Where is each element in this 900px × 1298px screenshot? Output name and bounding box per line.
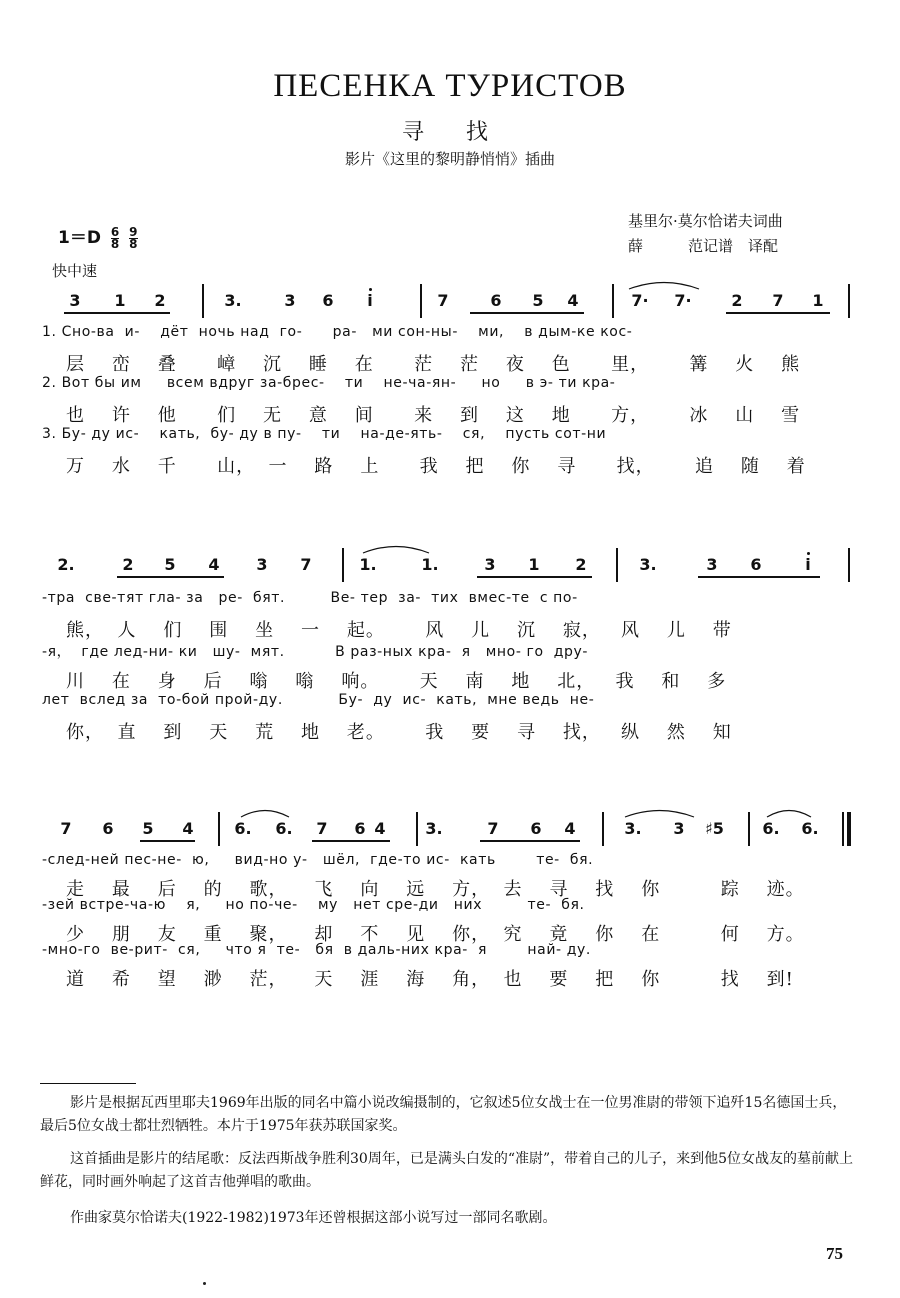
slur-arc xyxy=(766,806,812,818)
octave-dot xyxy=(369,288,372,291)
note: 3. xyxy=(639,555,657,574)
key-signature xyxy=(58,223,138,250)
note: 7· xyxy=(631,291,649,310)
bar-line xyxy=(342,548,344,582)
lyric-chinese: 熊， 人 们 围 坐 一 起。 风 儿 沉 寂， 风 儿 带 xyxy=(66,620,732,641)
credit-line-arranger: 薛 范记谱 译配 xyxy=(628,237,779,255)
slur-arc xyxy=(628,278,700,290)
bar-line xyxy=(612,284,614,318)
beam-underline xyxy=(64,312,170,314)
note: 6. xyxy=(234,819,252,838)
lyric-russian: лет вслед за то-бой прой-ду. Бу- ду ис- кать, мне ведь не- xyxy=(42,692,595,708)
lyric-chinese: 走 最 后 的 歌， 飞 向 远 方， 去 寻 找 你 踪 迹。 xyxy=(66,879,805,900)
bar-line xyxy=(420,284,422,318)
credit-line-composer: 基里尔·莫尔恰诺夫词曲 xyxy=(628,212,783,230)
note: 6. xyxy=(801,819,819,838)
lyric-russian: -я， где лед-ни- ки шу- мят. В раз-ных кра- я мно- го дру- xyxy=(42,644,589,660)
song-subtitle: 寻 找 xyxy=(401,120,498,145)
note: 1. xyxy=(421,555,439,574)
slur-arc xyxy=(240,806,290,818)
note: 3. xyxy=(224,291,242,310)
scan-speck xyxy=(203,1282,206,1285)
film-note: 影片《这里的黎明静悄悄》插曲 xyxy=(344,150,555,168)
note: 6 xyxy=(354,819,366,838)
note: 6 xyxy=(102,819,114,838)
note: 1 xyxy=(114,291,126,310)
footnote-divider xyxy=(40,1083,136,1084)
note: 3. xyxy=(624,819,642,838)
note: 3 xyxy=(673,819,685,838)
note: 7 xyxy=(316,819,328,838)
note: 4 xyxy=(182,819,194,838)
note: 4 xyxy=(567,291,579,310)
lyric-chinese: 少 朋 友 重 聚， 却 不 见 你， 究 竟 你 在 何 方。 xyxy=(66,924,805,945)
slur-arc xyxy=(624,806,695,818)
tempo-marking: 快中速 xyxy=(52,262,98,280)
credits xyxy=(628,209,783,259)
note: 5 xyxy=(164,555,176,574)
note: 7 xyxy=(487,819,499,838)
beam-underline xyxy=(480,840,580,842)
bar-line xyxy=(602,812,604,846)
final-bar-thick xyxy=(847,812,851,846)
lyric-chinese: 也 许 他 们 无 意 间 来 到 这 地 方， 冰 山 雪 xyxy=(66,405,801,426)
beam-underline xyxy=(726,312,830,314)
note: i xyxy=(805,555,811,574)
note: 6. xyxy=(275,819,293,838)
note: 7 xyxy=(300,555,312,574)
note: 6. xyxy=(762,819,780,838)
page-number: 75 xyxy=(826,1244,843,1263)
beam-underline xyxy=(312,840,390,842)
beam-underline xyxy=(477,576,592,578)
lyric-chinese: 道 希 望 渺 茫， 天 涯 海 角， 也 要 把 你 找 到! xyxy=(66,969,794,990)
note: 4 xyxy=(374,819,386,838)
note: 3 xyxy=(69,291,81,310)
beam-underline xyxy=(140,840,195,842)
bar-line xyxy=(848,284,850,318)
note: 6 xyxy=(750,555,762,574)
lyric-chinese: 你， 直 到 天 荒 地 老。 我 要 寻 找， 纵 然 知 xyxy=(66,722,732,743)
bar-line xyxy=(848,548,850,582)
time-signature-2: $\frac{9}{8}$ xyxy=(129,224,138,251)
note: 6 xyxy=(490,291,502,310)
beam-underline xyxy=(470,312,584,314)
note: 5 xyxy=(142,819,154,838)
lyric-russian: -след-ней пес-не- ю, вид-но у- шёл, где-то ис- кать те- бя. xyxy=(42,852,594,868)
note: 1 xyxy=(528,555,540,574)
song-title: ПЕСЕНКА ТУРИСТОВ xyxy=(273,68,627,104)
note: 7 xyxy=(437,291,449,310)
note: 3. xyxy=(425,819,443,838)
lyric-russian: 3. Бу- ду ис- кать, бу- ду в пу- ти на-де-ять- ся, пусть сот-ни xyxy=(42,426,607,442)
note: 2 xyxy=(122,555,134,574)
slur-arc xyxy=(362,542,430,554)
note: 3 xyxy=(284,291,296,310)
note: 1 xyxy=(812,291,824,310)
note: 3 xyxy=(484,555,496,574)
note: 7 xyxy=(60,819,72,838)
note: 6 xyxy=(322,291,334,310)
note: 7 xyxy=(772,291,784,310)
note: 2 xyxy=(575,555,587,574)
lyric-russian: 2. Вот бы им всем вдруг за-брес- ти не-ча-ян- но в э- ти кра- xyxy=(42,375,616,391)
note: 6 xyxy=(530,819,542,838)
time-signature-1: $\frac{6}{8}$ xyxy=(110,224,120,251)
key-label: 1＝D xyxy=(58,228,101,248)
note: 4 xyxy=(208,555,220,574)
bar-line xyxy=(616,548,618,582)
beam-underline xyxy=(698,576,820,578)
lyric-chinese: 万 水 千 山， 一 路 上 我 把 你 寻 找， 追 随 着 xyxy=(66,456,806,477)
note: 5 xyxy=(532,291,544,310)
note: 1. xyxy=(359,555,377,574)
bar-line xyxy=(218,812,220,846)
note: 4 xyxy=(564,819,576,838)
footnote-3: 作曲家莫尔恰诺夫(1922-1982)1973年还曾根据这部小说写过一部同名歌剧。 xyxy=(70,1210,557,1226)
beam-underline xyxy=(117,576,224,578)
octave-dot xyxy=(807,552,810,555)
footnote-1: 影片是根据瓦西里耶夫1969年出版的同名中篇小说改编摄制的，它叙述5位女战士在一位男准尉的带领下追歼15名德国士兵，最后5位女战士都壮烈牺牲。本片于1975年获苏联国家奖。 xyxy=(40,1095,847,1134)
bar-line xyxy=(748,812,750,846)
lyric-russian: -зей встре-ча-ю я, но по-че- му нет сре-ди них те- бя. xyxy=(42,897,585,913)
note: 2 xyxy=(731,291,743,310)
lyric-chinese: 川 在 身 后 嗡 嗡 响。 天 南 地 北， 我 和 多 xyxy=(66,671,727,692)
note: i xyxy=(367,291,373,310)
bar-line xyxy=(416,812,418,846)
note: 3 xyxy=(256,555,268,574)
note: 2 xyxy=(154,291,166,310)
bar-line xyxy=(202,284,204,318)
footnote-2: 这首插曲是影片的结尾歌：反法西斯战争胜利30周年，已是满头白发的“准尉”，带着自己的儿子，来到他5位女战友的墓前献上鲜花，同时画外响起了这首吉他弹唱的歌曲。 xyxy=(40,1151,854,1190)
note: 3 xyxy=(706,555,718,574)
note: ♯5 xyxy=(705,819,724,838)
lyric-chinese: 层 峦 叠 嶂 沉 睡 在 茫 茫 夜 色 里， 篝 火 熊 xyxy=(66,354,801,375)
lyric-russian: 1. Сно-ва и- дёт ночь над го- ра- ми сон-ны- ми, в дым-ке кос- xyxy=(42,324,633,340)
lyric-russian: -мно-го ве-рит- ся, что я те- бя в даль-них кра- я най- ду. xyxy=(42,942,591,958)
final-bar-thin xyxy=(842,812,844,846)
note: 2. xyxy=(57,555,75,574)
note: 7· xyxy=(674,291,692,310)
lyric-russian: -тра све-тят гла- за ре- бят. Ве- тер за- тих вмес-те с по- xyxy=(42,590,578,606)
